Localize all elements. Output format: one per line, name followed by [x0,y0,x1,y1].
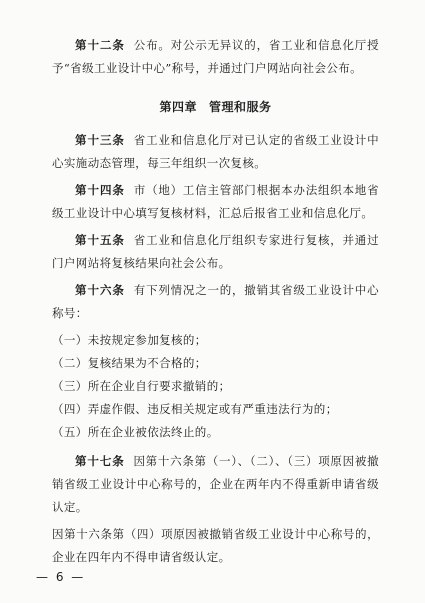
article-16-item: （五）所在企业被依法终止的。 [52,425,219,439]
article-17-continued [52,523,379,569]
page-number: — 6 — [36,570,86,584]
article-16-item: （二）复核结果为不合格的； [52,356,207,370]
article-17 [52,450,379,519]
article-14-text: 市（地）工信主管部门根据本办法组织本地省级工业设计中心填写复核材料，汇总后报省工业和信息化厅。 [52,183,379,220]
article-15-label: 第十五条 [75,233,125,247]
article-13 [52,129,379,175]
article-13-text: 省工业和信息化厅对已认定的省级工业设计中心实施动态管理，每三年组织一次复核。 [52,133,379,170]
article-17-text: 因第十六条第（一）、（二）、（三）项原因被撤销省级工业设计中心称号的，企业在两年内不得重新申请省级认定。 [52,454,379,514]
article-12-text: 公布。对公示无异议的，省工业和信息化厅授予“省级工业设计中心”称号，并通过门户网站向社会公布。 [52,38,379,75]
article-15-text: 省工业和信息化厅组织专家进行复核，并通过门户网站将复核结果向社会公布。 [52,233,379,270]
article-13-label: 第十三条 [75,133,125,147]
article-16-item: （一）未按规定参加复核的； [52,333,207,347]
article-17-continued-text: 因第十六条第（四）项原因被撤销省级工业设计中心称号的，企业在四年内不得申请省级认定。 [52,527,379,564]
article-15 [52,229,379,275]
article-12-label: 第十二条 [75,38,125,52]
article-16-item: （三）所在企业自行要求撤销的； [52,379,231,393]
chapter-number: 第四章 [159,100,197,114]
article-17-label: 第十七条 [75,454,125,468]
chapter-heading [52,96,379,119]
article-16-items [52,329,379,444]
article-16-label: 第十六条 [75,283,125,297]
chapter-title: 管理和服务 [209,100,272,114]
article-16-item: （四）弄虚作假、违反相关规定或有严重违法行为的； [52,402,338,416]
article-14-label: 第十四条 [75,183,125,197]
article-12 [52,34,379,80]
article-14 [52,179,379,225]
article-16-text: 有下列情况之一的，撤销其省级工业设计中心称号： [52,283,379,320]
article-16 [52,279,379,325]
